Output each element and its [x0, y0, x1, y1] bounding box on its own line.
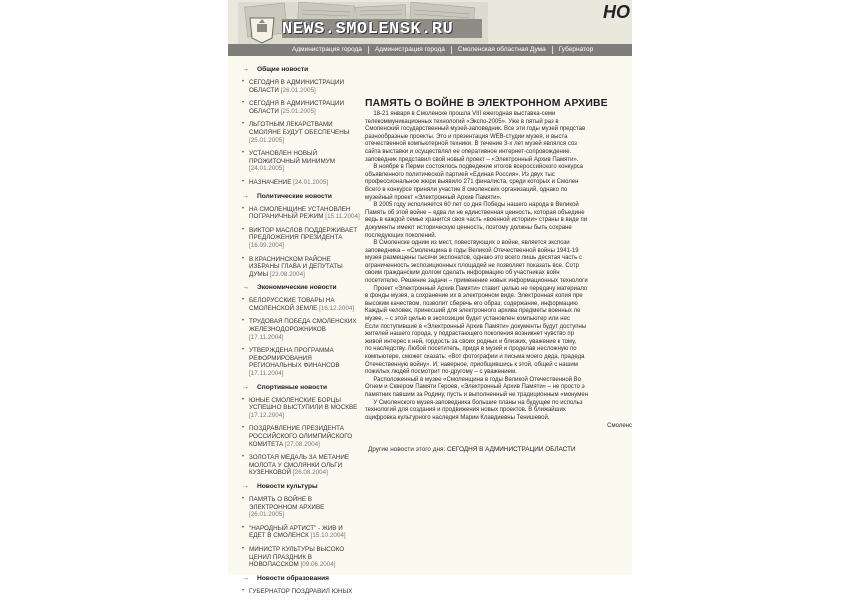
article-line: посетителю. Решение задачи – применение новых информационных технологи	[365, 278, 588, 285]
bullet-icon: •	[242, 178, 245, 185]
news-item-title[interactable]: УСТАНОВЛЕН НОВЫЙ ПРОЖИТОЧНЫЙ МИНИМУМ	[249, 150, 335, 165]
news-item-title[interactable]: ГУБЕРНАТОР ПОЗДРАВИЛ ЮНЫХ	[249, 587, 353, 595]
arrow-icon: →	[242, 383, 249, 391]
sidebar-section-label: Общие новости	[257, 66, 309, 73]
top-navbar	[228, 44, 632, 56]
article-line: заповедник представил свой новый проект – «Электронный Архив Памяти».	[365, 156, 579, 163]
sidebar-news-item[interactable]	[242, 347, 360, 377]
news-item-title[interactable]: ПОЗДРАВЛЕНИЕ ПРЕЗИДЕНТА РОССИЙСКОГО ОЛИМПИЙСКОГО КОМИТЕТА	[249, 425, 353, 448]
news-item-title[interactable]: СЕГОДНЯ В АДМИНИСТРАЦИИ ОБЛАСТИ	[249, 100, 345, 115]
article-line: объявленного политической партией «Единая Россия». Из двух тыс	[365, 171, 555, 178]
sidebar-news-item[interactable]	[242, 256, 360, 279]
news-item-text	[249, 297, 360, 312]
arrow-icon: →	[242, 284, 249, 292]
article-line: В ноябре в Перми состоялось подведение итогов всероссийского конкурса	[365, 164, 584, 171]
article-line: оцифровка культурного наследия Марии Клавдиевны Тенишевой.	[365, 414, 550, 421]
bullet-icon: •	[242, 396, 245, 403]
sidebar-news-item[interactable]	[242, 227, 360, 250]
news-item-text	[249, 454, 360, 477]
news-item-date: [25.01.2005]	[280, 107, 316, 115]
news-item-text	[249, 318, 360, 341]
header-corner-text: НО	[603, 2, 630, 22]
news-item-date: [27.08.2004]	[284, 440, 320, 448]
sidebar-section-label: Спортивные новости	[257, 383, 328, 391]
article-line: У Смоленского музея-заповедника большие планы на будущее по использ	[365, 399, 583, 406]
article-line: Огнем и Сквером Памяти Героев, «Электронный Архив Памяти» – не просто э	[365, 384, 585, 391]
sidebar-news-item[interactable]	[242, 546, 360, 569]
article-line: разнообразные проекты. Это и презентация WEB-студии музея, и выста	[365, 133, 568, 140]
news-item-date: [26.08.2004]	[292, 469, 328, 477]
arrow-icon: →	[242, 66, 249, 73]
article-title: ПАМЯТЬ О ВОЙНЕ В ЭЛЕКТРОННОМ АРХИВЕ	[365, 98, 608, 109]
nav-item-governor[interactable]: Губернатор	[552, 46, 599, 54]
bullet-icon: •	[242, 425, 245, 432]
news-item-title[interactable]: БЕЛОРУССКИЕ ТОВАРЫ НА СМОЛЕНСКОЙ ЗЕМЛЕ	[249, 297, 335, 312]
other-news-label: Другие новости этого дня:	[368, 446, 446, 453]
sidebar-news-item[interactable]	[242, 297, 360, 312]
article-line: Проект «Электронный Архив Памяти» ставит целью не передачу материало	[365, 285, 588, 292]
article-line: В Смоленске одним из мест, повествующих о войне, является экспози	[365, 240, 570, 247]
article-line: Смоленский государственный музей-заповедник. Все эти годы музей представ	[365, 126, 586, 133]
news-item-text	[249, 121, 360, 144]
news-item-date: [25.01.2005]	[249, 136, 285, 144]
arrow-icon: →	[242, 574, 249, 582]
other-news	[368, 446, 576, 453]
article-line: музейный проект «Электронный Архив Памяти».	[365, 194, 502, 201]
sidebar-section-title[interactable]	[242, 66, 360, 73]
article-body	[365, 111, 632, 422]
article-line: Каждый человек, принесший для электронного архива предметы военных ле	[365, 308, 581, 315]
news-item-date: [17.12.2004]	[249, 411, 285, 419]
sidebar-section-title[interactable]	[242, 575, 360, 582]
sidebar-news-item[interactable]	[242, 588, 360, 596]
article-line: Память об этой войне – едва ли не единственная ценность, которая объедине	[365, 209, 585, 216]
news-item-date: [15.10.2004]	[310, 532, 346, 540]
news-item-text	[249, 588, 352, 596]
article-line: Если поступившие в «Электронный Архив Памяти» документы будут доступны	[365, 323, 587, 330]
news-item-title[interactable]: ЛЬГОТНЫМ ЛЕКАРСТВАМИ СМОЛЯНЕ БУДУТ ОБЕСПЕЧЕНЫ	[249, 121, 350, 136]
other-news-link[interactable]: СЕГОДНЯ В АДМИНИСТРАЦИИ ОБЛАСТИ	[447, 446, 576, 453]
article-line: музея размещены тысячи экспонатов, однако это всего лишь десятая часть с	[365, 255, 582, 262]
news-item-text	[249, 425, 360, 448]
article-line: отечественной компьютерной техники. В течение 3-х лет музей являлся соз	[365, 141, 577, 148]
page-canvas	[228, 0, 632, 595]
arrow-icon: →	[242, 482, 249, 490]
sidebar-news-item[interactable]	[242, 318, 360, 341]
news-sidebar	[242, 62, 360, 601]
article-line: компьютере, сможет сказать: «Вот фотографии и письма моего деда, прадеда	[365, 354, 585, 360]
sidebar-section-title[interactable]	[242, 384, 360, 391]
article-line: музее, – с этой целью в экспозиции будет установлен компьютер или нес	[365, 316, 570, 323]
arrow-icon: →	[242, 192, 249, 200]
news-item-text	[249, 206, 360, 221]
article-line: памятник павшим за Родину, пусть и выполненный не традиционным «монумен	[365, 391, 589, 398]
sidebar-news-item[interactable]	[242, 454, 360, 477]
news-item-text	[249, 150, 360, 173]
article-line: ведь в каждой семье хранится своя часть «военной истории» страны в виде пи	[365, 217, 588, 224]
nav-item-regional-duma[interactable]: Смоленская областная Дума	[451, 46, 552, 54]
sidebar-news-item[interactable]	[242, 206, 360, 221]
news-item-date: [23.08.2004]	[269, 270, 305, 278]
sidebar-news-item[interactable]	[242, 397, 360, 420]
news-item-text	[249, 525, 360, 540]
news-item-text	[249, 397, 360, 420]
bullet-icon: •	[242, 100, 245, 107]
bullet-icon: •	[242, 347, 245, 354]
city-emblem-icon	[250, 18, 274, 43]
news-item-text	[249, 100, 360, 115]
news-item-title[interactable]: В КРАСНИНСКОМ РАЙОНЕ ИЗБРАНЫ ГЛАВА И ДЕПУТАТЫ ДУМЫ	[249, 255, 343, 278]
news-item-date: [26.01.2005]	[249, 511, 285, 519]
article-line: Всего в конкурсе приняли участие 8 смоленских организаций, однако по	[365, 186, 568, 193]
sidebar-news-item[interactable]	[242, 150, 360, 173]
site-header	[228, 0, 632, 56]
sidebar-section-label: Политические новости	[257, 192, 332, 200]
nav-item-city-admin-2[interactable]: Администрация города	[368, 46, 451, 54]
news-item-date: [24.01.2005]	[293, 178, 329, 186]
news-item-title[interactable]: ЮНЫЕ СМОЛЕНСКИЕ БОРЦЫ УСПЕШНО ВЫСТУПИЛИ В МОСКВЕ	[249, 396, 358, 412]
news-item-date: [16.09.2004]	[249, 241, 285, 249]
sidebar-section-title[interactable]	[242, 193, 360, 200]
article-line: Отечественную войну». И, наверное, приобщившись к этой, общей с нашим	[365, 361, 578, 368]
article-line: сайта выставки и осуществлял ее оперативное интернет-сопровождение.	[365, 148, 572, 155]
news-item-date: [16.12.2004]	[319, 304, 355, 312]
article-signature: Смоленс	[607, 423, 632, 430]
sidebar-news-item[interactable]	[242, 121, 360, 144]
sidebar-section-title[interactable]	[242, 284, 360, 291]
news-item-title[interactable]: ПАМЯТЬ О ВОЙНЕ В ЭЛЕКТРОННОМ АРХИВЕ	[249, 495, 325, 511]
bullet-icon: •	[242, 226, 245, 233]
bullet-icon: •	[242, 454, 245, 461]
article-line: пожилых людей посмотрит по-другому – с уважением.	[365, 369, 517, 376]
bullet-icon: •	[242, 297, 245, 304]
sidebar-section-title[interactable]	[242, 483, 360, 490]
article-line: документы имеют историческую ценность, поэтому должны быть сохране	[365, 224, 572, 231]
bullet-icon: •	[242, 255, 245, 262]
article-line: телекоммуникационных технологий «Экспо-2005». Уже в пятый раз в	[365, 118, 559, 125]
news-item-text	[249, 546, 360, 569]
sidebar-news-item[interactable]	[242, 179, 360, 187]
news-item-title[interactable]: "НАРОДНЫЙ АРТИСТ" - ЖИВ И ЕДЕТ В СМОЛЕНСК	[249, 524, 343, 540]
news-item-date: [09.06.2004]	[300, 561, 336, 569]
news-item-text	[249, 227, 360, 250]
bullet-icon: •	[242, 524, 245, 531]
news-item-title[interactable]: ТРУДОВАЯ ПОБЕДА СМОЛЕНСКИХ ЖЕЛЕЗНОДОРОЖНИКОВ	[249, 318, 357, 334]
bullet-icon: •	[242, 318, 245, 325]
bullet-icon: •	[242, 150, 245, 157]
bullet-icon: •	[242, 587, 245, 594]
article-line: профессиональное жюри выявило 271 финалиста, среди которых и Смолен	[365, 179, 579, 186]
logo-text[interactable]: NEWS.SMOLENSK.RU	[282, 20, 454, 39]
news-item-text	[249, 347, 360, 377]
sidebar-section-label: Новости культуры	[257, 482, 318, 490]
news-item-date: [17.11.2004]	[249, 370, 284, 378]
article-line: по наследству. Любой посетитель, придя в музей и проделав несложную по	[365, 346, 577, 353]
article-line: заповедника – «Смоленщина в годы Великой Отечественной войны 1941-19	[365, 247, 579, 254]
news-item-title[interactable]: УТВЕРЖДЕНА ПРОГРАММА РЕФОРМИРОВАНИЯ РЕГИОНАЛЬНЫХ ФИНАНСОВ	[249, 347, 340, 370]
sidebar-news-item[interactable]	[242, 425, 360, 448]
news-item-text	[249, 79, 360, 94]
news-item-title[interactable]: МИНИСТР КУЛЬТУРЫ ВЫСОКО ЦЕНИЛ ПРАЗДНИК В НОВОПАССКОМ	[249, 545, 345, 569]
article-line: Расположенный в музее «Смоленщина в годы Великой Отечественной Во	[365, 376, 582, 383]
news-item-title[interactable]: СЕГОДНЯ В АДМИНИСТРАЦИИ ОБЛАСТИ	[249, 79, 345, 94]
article-line: жителей нашего города, у подрастающего поколения возникнет чувство пр	[365, 331, 574, 338]
article-line: последующих поколений.	[365, 232, 437, 239]
news-item-date: [17.11.2004]	[249, 333, 284, 341]
article-line: В 2005 году исполняется 60 лет со дня Победы нашего народа в Великой	[365, 202, 579, 209]
news-item-date: [26.01.2005]	[280, 86, 316, 94]
bullet-icon: •	[242, 121, 245, 128]
article	[365, 98, 632, 429]
bullet-icon: •	[242, 495, 245, 502]
article-line: высоким качеством, позволит сберечь его образ, содержание, информацию	[365, 300, 578, 307]
sidebar-news-item[interactable]	[242, 496, 360, 519]
article-line: в фонды музея, а сохранение их в электронном виде. Электронная копия пре	[365, 293, 583, 300]
news-item-title[interactable]: НА СМОЛЕНЩИНЕ УСТАНОВЛЕН ПОГРАНИЧНЫЙ РЕЖИМ	[249, 205, 351, 221]
sidebar-section-label: Экономические новости	[257, 284, 337, 292]
article-line: живой интерес к ней, гордость за своих родных и близких, уважение к тому,	[365, 338, 577, 345]
sidebar-news-item[interactable]	[242, 79, 360, 94]
sidebar-section-label: Новости образования	[257, 574, 330, 582]
news-item-date: [24.01.2005]	[249, 165, 285, 173]
bullet-icon: •	[242, 79, 245, 85]
news-item-text	[249, 496, 360, 519]
article-line: своим гражданским долгом сделать информацию об участниках войн	[365, 270, 560, 277]
news-item-text	[249, 256, 360, 279]
news-item-date: [15.11.2004]	[325, 213, 360, 221]
news-item-text	[249, 179, 328, 187]
news-item-title[interactable]: ЗОЛОТАЯ МЕДАЛЬ ЗА МЕТАНИЕ МОЛОТА У СМОЛЯНКИ ОЛЬГИ КУЗЕНКОВОЙ	[249, 454, 350, 477]
article-line: технологий для создания и продвижения новых проектов. В ближайших	[365, 407, 566, 414]
bullet-icon: •	[242, 205, 245, 212]
nav-item-city-admin[interactable]: Администрация города	[292, 46, 362, 53]
article-line: ограниченность экспозиционных площадей не позволяет показать все. Сотр	[365, 262, 579, 269]
news-item-title[interactable]: НАЗНАЧЕНИЕ	[249, 178, 292, 186]
article-line: 18-21 января в Смоленске прошла VIII ежегодная выставка-семи	[365, 111, 556, 117]
sidebar-news-item[interactable]	[242, 525, 360, 540]
sidebar-news-item[interactable]	[242, 100, 360, 115]
news-item-title[interactable]: ВИКТОР МАСЛОВ ПОДДЕРЖИВАЕТ ПРЕДЛОЖЕНИЯ ПРЕЗИДЕНТА	[249, 226, 358, 242]
bullet-icon: •	[242, 545, 245, 552]
